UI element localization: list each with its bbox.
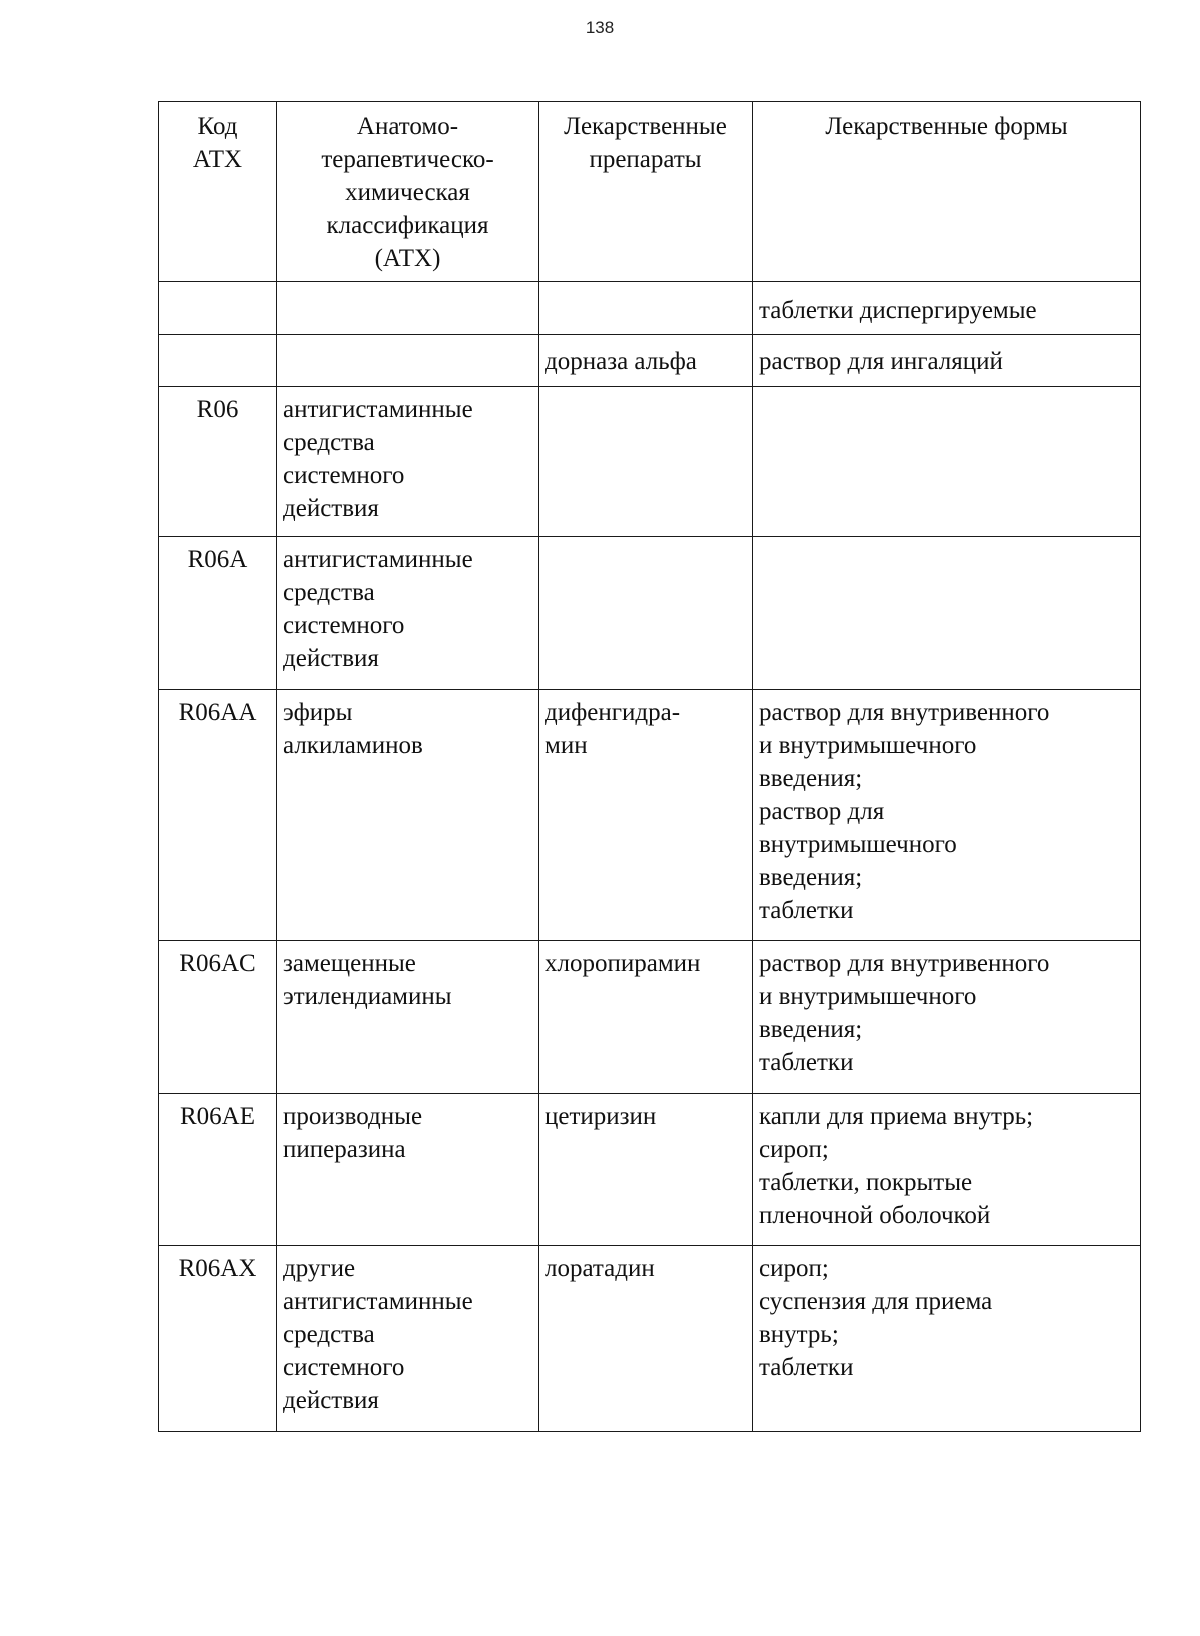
cell-code: R06AA — [159, 690, 277, 941]
cell-classification: замещенные этилендиамины — [277, 941, 539, 1094]
cell-forms: сироп; суспензия для приема внутрь; таблетки — [753, 1246, 1141, 1432]
table-row — [159, 1246, 1141, 1432]
cell-code — [159, 335, 277, 387]
cell-classification: производные пиперазина — [277, 1094, 539, 1246]
table-header-row — [159, 102, 1141, 282]
cell-code: R06AC — [159, 941, 277, 1094]
table-row — [159, 690, 1141, 941]
cell-forms: капли для приема внутрь; сироп; таблетки, покрытые пленочной оболочкой — [753, 1094, 1141, 1246]
cell-forms: раствор для внутривенного и внутримышечного введения; таблетки — [753, 941, 1141, 1094]
header-atc-code: Код АТХ — [159, 102, 277, 282]
page-number: 138 — [585, 18, 615, 37]
cell-drug — [539, 387, 753, 537]
header-dosage-forms: Лекарственные формы — [753, 102, 1141, 282]
cell-forms: таблетки диспергируемые — [753, 282, 1141, 335]
cell-drug: лоратадин — [539, 1246, 753, 1432]
cell-classification: антигистаминные средства системного действия — [277, 537, 539, 690]
cell-forms: раствор для внутривенного и внутримышечного введения; раствор для внутримышечного введения; таблетки — [753, 690, 1141, 941]
cell-drug: дифенгидра- мин — [539, 690, 753, 941]
table-row — [159, 1094, 1141, 1246]
header-drugs: Лекарственные препараты — [539, 102, 753, 282]
cell-forms — [753, 387, 1141, 537]
cell-code: R06A — [159, 537, 277, 690]
cell-drug: хлоропирамин — [539, 941, 753, 1094]
cell-drug: цетиризин — [539, 1094, 753, 1246]
cell-code: R06AE — [159, 1094, 277, 1246]
cell-forms — [753, 537, 1141, 690]
table-row — [159, 335, 1141, 387]
cell-classification — [277, 282, 539, 335]
table-row — [159, 537, 1141, 690]
cell-classification: антигистаминные средства системного действия — [277, 387, 539, 537]
cell-forms: раствор для ингаляций — [753, 335, 1141, 387]
cell-code: R06 — [159, 387, 277, 537]
cell-code: R06AX — [159, 1246, 277, 1432]
cell-drug — [539, 282, 753, 335]
cell-classification: эфиры алкиламинов — [277, 690, 539, 941]
table-row — [159, 941, 1141, 1094]
cell-drug — [539, 537, 753, 690]
cell-drug: дорназа альфа — [539, 335, 753, 387]
cell-classification — [277, 335, 539, 387]
table-row — [159, 387, 1141, 537]
table-row — [159, 282, 1141, 335]
header-atc-classification: Анатомо- терапевтическо- химическая классификация (АТХ) — [277, 102, 539, 282]
atc-drug-table — [158, 101, 1141, 1432]
cell-classification: другие антигистаминные средства системного действия — [277, 1246, 539, 1432]
cell-code — [159, 282, 277, 335]
